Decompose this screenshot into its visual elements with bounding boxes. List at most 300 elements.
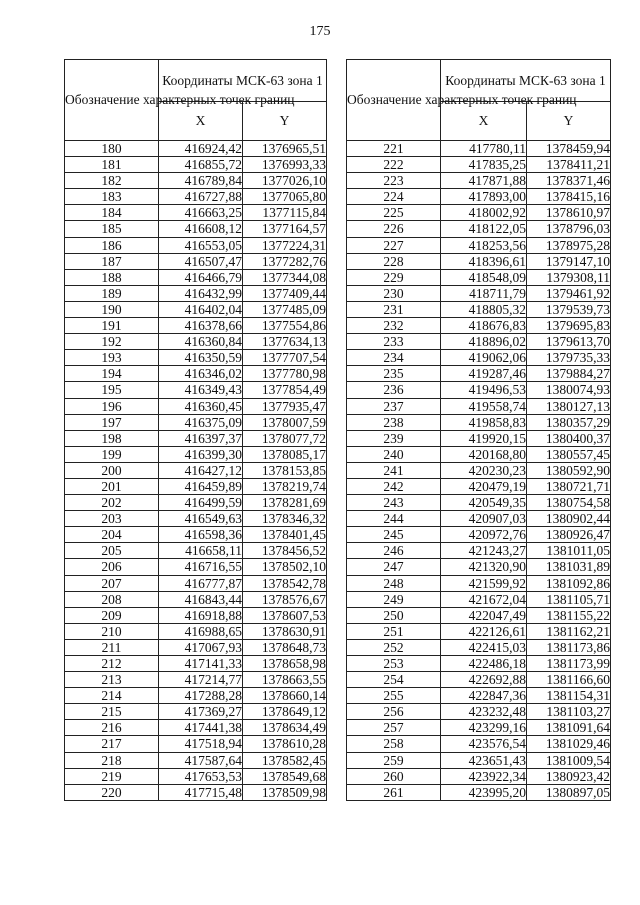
- point-number-cell: 209: [65, 607, 159, 623]
- point-number-cell: 246: [347, 543, 441, 559]
- point-number-cell: 204: [65, 527, 159, 543]
- y-coordinate-cell: 1376965,51: [243, 141, 327, 157]
- y-coordinate-cell: 1380357,29: [527, 414, 611, 430]
- point-number-cell: 184: [65, 205, 159, 221]
- x-coordinate-cell: 421599,92: [441, 575, 527, 591]
- table-row: [347, 736, 611, 752]
- y-coordinate-cell: 1380074,93: [527, 382, 611, 398]
- point-number-cell: 217: [65, 736, 159, 752]
- point-number-cell: 212: [65, 656, 159, 672]
- x-coordinate-cell: 416789,84: [159, 173, 243, 189]
- table-row: [65, 366, 327, 382]
- y-coordinate-cell: 1381154,31: [527, 688, 611, 704]
- y-coordinate-cell: 1377026,10: [243, 173, 327, 189]
- point-number-cell: 180: [65, 141, 159, 157]
- table-row: [347, 334, 611, 350]
- y-coordinate-cell: 1379735,33: [527, 350, 611, 366]
- table-row: [65, 478, 327, 494]
- y-coordinate-cell: 1381162,21: [527, 623, 611, 639]
- point-number-cell: 235: [347, 366, 441, 382]
- table-row: [65, 511, 327, 527]
- y-coordinate-cell: 1379695,83: [527, 318, 611, 334]
- y-coordinate-cell: 1378077,72: [243, 430, 327, 446]
- table-row: [347, 656, 611, 672]
- table-row: [347, 350, 611, 366]
- table-row: [65, 591, 327, 607]
- y-coordinate-cell: 1378660,14: [243, 688, 327, 704]
- point-number-cell: 222: [347, 157, 441, 173]
- point-number-cell: 234: [347, 350, 441, 366]
- table-row: [65, 639, 327, 655]
- x-coordinate-cell: 420479,19: [441, 478, 527, 494]
- y-coordinate-cell: 1381009,54: [527, 752, 611, 768]
- y-coordinate-cell: 1378219,74: [243, 478, 327, 494]
- point-number-cell: 254: [347, 672, 441, 688]
- table-row: [347, 527, 611, 543]
- table-row: [65, 221, 327, 237]
- point-number-cell: 196: [65, 398, 159, 414]
- table-row: [65, 173, 327, 189]
- point-number-cell: 183: [65, 189, 159, 205]
- point-number-cell: 195: [65, 382, 159, 398]
- x-coordinate-cell: 416727,88: [159, 189, 243, 205]
- y-coordinate-cell: 1378542,78: [243, 575, 327, 591]
- y-coordinate-cell: 1378371,46: [527, 173, 611, 189]
- point-number-cell: 256: [347, 704, 441, 720]
- point-number-cell: 261: [347, 784, 441, 800]
- y-coordinate-cell: 1378975,28: [527, 237, 611, 253]
- x-coordinate-cell: 420972,76: [441, 527, 527, 543]
- point-number-cell: 233: [347, 334, 441, 350]
- table-row: [347, 639, 611, 655]
- x-coordinate-cell: 418002,92: [441, 205, 527, 221]
- table-row: [347, 768, 611, 784]
- point-number-cell: 213: [65, 672, 159, 688]
- page-number: 175: [309, 24, 331, 39]
- y-coordinate-cell: 1379539,73: [527, 301, 611, 317]
- x-coordinate-cell: 416918,88: [159, 607, 243, 623]
- x-coordinate-cell: 417369,27: [159, 704, 243, 720]
- y-coordinate-cell: 1380721,71: [527, 478, 611, 494]
- x-coordinate-cell: 423922,34: [441, 768, 527, 784]
- y-coordinate-cell: 1378582,45: [243, 752, 327, 768]
- x-coordinate-cell: 416360,45: [159, 398, 243, 414]
- point-number-cell: 208: [65, 591, 159, 607]
- point-number-cell: 247: [347, 559, 441, 575]
- point-number-cell: 257: [347, 720, 441, 736]
- x-coordinate-cell: 416346,02: [159, 366, 243, 382]
- point-number-cell: 187: [65, 253, 159, 269]
- table-row: [347, 318, 611, 334]
- table-row: [65, 237, 327, 253]
- y-coordinate-cell: 1380400,37: [527, 430, 611, 446]
- table-row: [347, 672, 611, 688]
- y-coordinate-cell: 1377224,31: [243, 237, 327, 253]
- y-coordinate-cell: 1381173,86: [527, 639, 611, 655]
- table-row: [65, 607, 327, 623]
- y-coordinate-cell: 1377115,84: [243, 205, 327, 221]
- point-number-cell: 191: [65, 318, 159, 334]
- x-coordinate-cell: 417441,38: [159, 720, 243, 736]
- table-row: [347, 253, 611, 269]
- point-number-cell: 192: [65, 334, 159, 350]
- point-number-cell: 231: [347, 301, 441, 317]
- y-coordinate-cell: 1378663,55: [243, 672, 327, 688]
- x-coordinate-cell: 422126,61: [441, 623, 527, 639]
- x-coordinate-cell: 416360,84: [159, 334, 243, 350]
- table-row: [347, 478, 611, 494]
- table-row: [347, 752, 611, 768]
- point-number-cell: 207: [65, 575, 159, 591]
- x-coordinate-cell: 416350,59: [159, 350, 243, 366]
- table-row: [347, 543, 611, 559]
- x-coordinate-cell: 418711,79: [441, 285, 527, 301]
- y-coordinate-cell: 1378649,12: [243, 704, 327, 720]
- table-row: [347, 688, 611, 704]
- x-coordinate-cell: 423299,16: [441, 720, 527, 736]
- table-row: [65, 704, 327, 720]
- table-row: [347, 157, 611, 173]
- y-coordinate-cell: 1380754,58: [527, 495, 611, 511]
- point-number-cell: 252: [347, 639, 441, 655]
- table-row: [65, 656, 327, 672]
- x-coordinate-cell: 416499,59: [159, 495, 243, 511]
- point-number-cell: 251: [347, 623, 441, 639]
- coordinates-table-right: [346, 59, 611, 801]
- x-coordinate-cell: 419287,46: [441, 366, 527, 382]
- point-number-cell: 220: [65, 784, 159, 800]
- table-row: [65, 157, 327, 173]
- point-number-cell: 238: [347, 414, 441, 430]
- x-coordinate-cell: 416716,55: [159, 559, 243, 575]
- x-coordinate-cell: 417871,88: [441, 173, 527, 189]
- x-coordinate-cell: 416598,36: [159, 527, 243, 543]
- x-coordinate-cell: 418548,09: [441, 269, 527, 285]
- table-row: [347, 704, 611, 720]
- point-number-cell: 259: [347, 752, 441, 768]
- y-coordinate-cell: 1380592,90: [527, 462, 611, 478]
- x-column-header: X: [159, 101, 243, 140]
- point-number-cell: 210: [65, 623, 159, 639]
- y-coordinate-cell: 1381166,60: [527, 672, 611, 688]
- point-number-cell: 223: [347, 173, 441, 189]
- y-coordinate-cell: 1378153,85: [243, 462, 327, 478]
- x-coordinate-cell: 420168,80: [441, 446, 527, 462]
- x-coordinate-cell: 418396,61: [441, 253, 527, 269]
- table-row: [65, 205, 327, 221]
- point-number-cell: 225: [347, 205, 441, 221]
- table-row: [65, 301, 327, 317]
- y-coordinate-cell: 1378415,16: [527, 189, 611, 205]
- x-coordinate-cell: 417653,53: [159, 768, 243, 784]
- x-coordinate-cell: 419062,06: [441, 350, 527, 366]
- table-row: [347, 607, 611, 623]
- point-number-cell: 185: [65, 221, 159, 237]
- x-coordinate-cell: 420907,03: [441, 511, 527, 527]
- y-coordinate-cell: 1379147,10: [527, 253, 611, 269]
- x-coordinate-cell: 416924,42: [159, 141, 243, 157]
- point-number-cell: 239: [347, 430, 441, 446]
- x-coordinate-cell: 421320,90: [441, 559, 527, 575]
- y-coordinate-cell: 1378610,28: [243, 736, 327, 752]
- point-number-cell: 219: [65, 768, 159, 784]
- y-coordinate-cell: 1378658,98: [243, 656, 327, 672]
- y-coordinate-cell: 1378401,45: [243, 527, 327, 543]
- table-row: [65, 253, 327, 269]
- y-coordinate-cell: 1381031,89: [527, 559, 611, 575]
- x-coordinate-cell: 416466,79: [159, 269, 243, 285]
- x-coordinate-cell: 416397,37: [159, 430, 243, 446]
- point-number-cell: 198: [65, 430, 159, 446]
- coordinates-table-left: [64, 59, 327, 801]
- x-coordinate-cell: 416553,05: [159, 237, 243, 253]
- point-number-cell: 211: [65, 639, 159, 655]
- y-coordinate-cell: 1377780,98: [243, 366, 327, 382]
- table-header: [347, 60, 611, 141]
- table-row: [65, 768, 327, 784]
- table-row: [65, 559, 327, 575]
- x-coordinate-cell: 422047,49: [441, 607, 527, 623]
- point-number-cell: 201: [65, 478, 159, 494]
- y-coordinate-cell: 1381092,86: [527, 575, 611, 591]
- point-number-cell: 236: [347, 382, 441, 398]
- table-row: [347, 237, 611, 253]
- x-coordinate-cell: 416608,12: [159, 221, 243, 237]
- point-number-cell: 227: [347, 237, 441, 253]
- table-row: [65, 269, 327, 285]
- y-coordinate-cell: 1377935,47: [243, 398, 327, 414]
- table-row: [65, 414, 327, 430]
- x-coordinate-cell: 419920,15: [441, 430, 527, 446]
- table-row: [65, 141, 327, 157]
- x-coordinate-cell: 418676,83: [441, 318, 527, 334]
- point-number-cell: 237: [347, 398, 441, 414]
- y-coordinate-cell: 1379613,70: [527, 334, 611, 350]
- point-number-cell: 182: [65, 173, 159, 189]
- point-number-cell: 243: [347, 495, 441, 511]
- x-coordinate-cell: 416427,12: [159, 462, 243, 478]
- table-row: [65, 672, 327, 688]
- table-row: [347, 720, 611, 736]
- y-coordinate-cell: 1379461,92: [527, 285, 611, 301]
- x-coordinate-cell: 423995,20: [441, 784, 527, 800]
- table-row: [65, 736, 327, 752]
- point-number-cell: 226: [347, 221, 441, 237]
- x-coordinate-cell: 423651,43: [441, 752, 527, 768]
- table-row: [347, 382, 611, 398]
- point-number-cell: 245: [347, 527, 441, 543]
- point-number-cell: 202: [65, 495, 159, 511]
- y-coordinate-cell: 1377344,08: [243, 269, 327, 285]
- x-coordinate-cell: 417893,00: [441, 189, 527, 205]
- point-number-cell: 232: [347, 318, 441, 334]
- x-coordinate-cell: 422847,36: [441, 688, 527, 704]
- x-coordinate-cell: 416855,72: [159, 157, 243, 173]
- table-row: [65, 543, 327, 559]
- point-number-cell: 250: [347, 607, 441, 623]
- table-row: [65, 446, 327, 462]
- table-row: [347, 559, 611, 575]
- y-coordinate-cell: 1377854,49: [243, 382, 327, 398]
- x-coordinate-cell: 417141,33: [159, 656, 243, 672]
- y-coordinate-cell: 1378607,53: [243, 607, 327, 623]
- x-coordinate-cell: 419558,74: [441, 398, 527, 414]
- x-coordinate-cell: 423576,54: [441, 736, 527, 752]
- y-column-header: Y: [527, 101, 611, 140]
- y-coordinate-cell: 1381103,27: [527, 704, 611, 720]
- x-coordinate-cell: 422486,18: [441, 656, 527, 672]
- x-coordinate-cell: 416402,04: [159, 301, 243, 317]
- table-row: [65, 688, 327, 704]
- table-row: [65, 430, 327, 446]
- point-number-cell: 193: [65, 350, 159, 366]
- point-number-cell: 249: [347, 591, 441, 607]
- table-row: [65, 495, 327, 511]
- point-number-cell: 244: [347, 511, 441, 527]
- table-row: [65, 318, 327, 334]
- point-number-cell: 197: [65, 414, 159, 430]
- point-column-header: Обозначение характерных точек границ: [347, 60, 441, 141]
- y-column-header: Y: [243, 101, 327, 140]
- point-number-cell: 216: [65, 720, 159, 736]
- point-number-cell: 240: [347, 446, 441, 462]
- y-coordinate-cell: 1377634,13: [243, 334, 327, 350]
- y-coordinate-cell: 1378456,52: [243, 543, 327, 559]
- point-number-cell: 186: [65, 237, 159, 253]
- table-row: [65, 334, 327, 350]
- y-coordinate-cell: 1380926,47: [527, 527, 611, 543]
- x-coordinate-cell: 417288,28: [159, 688, 243, 704]
- y-coordinate-cell: 1381173,99: [527, 656, 611, 672]
- table-row: [347, 623, 611, 639]
- y-coordinate-cell: 1378509,98: [243, 784, 327, 800]
- table-row: [347, 591, 611, 607]
- x-coordinate-cell: 419858,83: [441, 414, 527, 430]
- x-coordinate-cell: 417518,94: [159, 736, 243, 752]
- x-coordinate-cell: 416399,30: [159, 446, 243, 462]
- x-coordinate-cell: 418805,32: [441, 301, 527, 317]
- table-row: [65, 784, 327, 800]
- table-row: [347, 141, 611, 157]
- table-row: [347, 366, 611, 382]
- y-coordinate-cell: 1379308,11: [527, 269, 611, 285]
- x-coordinate-cell: 416378,66: [159, 318, 243, 334]
- point-number-cell: 242: [347, 478, 441, 494]
- table-row: [347, 430, 611, 446]
- x-coordinate-cell: 416988,65: [159, 623, 243, 639]
- y-coordinate-cell: 1377409,44: [243, 285, 327, 301]
- table-row: [347, 462, 611, 478]
- y-coordinate-cell: 1378007,59: [243, 414, 327, 430]
- x-column-header: X: [441, 101, 527, 140]
- table-header: [65, 60, 327, 141]
- x-coordinate-cell: 423232,48: [441, 704, 527, 720]
- point-number-cell: 199: [65, 446, 159, 462]
- y-coordinate-cell: 1381105,71: [527, 591, 611, 607]
- y-coordinate-cell: 1380897,05: [527, 784, 611, 800]
- y-coordinate-cell: 1381029,46: [527, 736, 611, 752]
- table-row: [347, 511, 611, 527]
- point-number-cell: 253: [347, 656, 441, 672]
- y-coordinate-cell: 1378610,97: [527, 205, 611, 221]
- x-coordinate-cell: 417780,11: [441, 141, 527, 157]
- table-row: [347, 285, 611, 301]
- point-number-cell: 188: [65, 269, 159, 285]
- x-coordinate-cell: 416349,43: [159, 382, 243, 398]
- point-number-cell: 189: [65, 285, 159, 301]
- point-number-cell: 228: [347, 253, 441, 269]
- point-number-cell: 221: [347, 141, 441, 157]
- x-coordinate-cell: 417587,64: [159, 752, 243, 768]
- x-coordinate-cell: 417067,93: [159, 639, 243, 655]
- x-coordinate-cell: 418253,56: [441, 237, 527, 253]
- table-row: [347, 575, 611, 591]
- y-coordinate-cell: 1378281,69: [243, 495, 327, 511]
- x-coordinate-cell: 416663,25: [159, 205, 243, 221]
- point-number-cell: 200: [65, 462, 159, 478]
- y-coordinate-cell: 1378796,03: [527, 221, 611, 237]
- x-coordinate-cell: 422692,88: [441, 672, 527, 688]
- table-body: [347, 141, 611, 801]
- y-coordinate-cell: 1377282,76: [243, 253, 327, 269]
- table-row: [347, 495, 611, 511]
- y-coordinate-cell: 1378085,17: [243, 446, 327, 462]
- point-column-header: Обозначение характерных точек границ: [65, 60, 159, 141]
- point-number-cell: 241: [347, 462, 441, 478]
- table-row: [347, 398, 611, 414]
- table-row: [65, 623, 327, 639]
- table-row: [65, 398, 327, 414]
- y-coordinate-cell: 1380557,45: [527, 446, 611, 462]
- y-coordinate-cell: 1377554,86: [243, 318, 327, 334]
- point-number-cell: 194: [65, 366, 159, 382]
- y-coordinate-cell: 1378634,49: [243, 720, 327, 736]
- x-coordinate-cell: 416549,63: [159, 511, 243, 527]
- x-coordinate-cell: 420230,23: [441, 462, 527, 478]
- y-coordinate-cell: 1378648,73: [243, 639, 327, 655]
- table-row: [65, 382, 327, 398]
- x-coordinate-cell: 416459,89: [159, 478, 243, 494]
- table-row: [347, 173, 611, 189]
- x-coordinate-cell: 421672,04: [441, 591, 527, 607]
- x-coordinate-cell: 416507,47: [159, 253, 243, 269]
- coordinates-group-header: Координаты МСК-63 зона 1: [159, 60, 327, 102]
- point-number-cell: 215: [65, 704, 159, 720]
- point-number-cell: 190: [65, 301, 159, 317]
- y-coordinate-cell: 1378576,67: [243, 591, 327, 607]
- x-coordinate-cell: 416843,44: [159, 591, 243, 607]
- y-coordinate-cell: 1378459,94: [527, 141, 611, 157]
- y-coordinate-cell: 1377485,09: [243, 301, 327, 317]
- y-coordinate-cell: 1377065,80: [243, 189, 327, 205]
- table-row: [347, 269, 611, 285]
- point-number-cell: 258: [347, 736, 441, 752]
- table-row: [347, 221, 611, 237]
- x-coordinate-cell: 416777,87: [159, 575, 243, 591]
- table-row: [65, 350, 327, 366]
- y-coordinate-cell: 1378346,32: [243, 511, 327, 527]
- table-row: [347, 784, 611, 800]
- x-coordinate-cell: 417715,48: [159, 784, 243, 800]
- table-row: [347, 446, 611, 462]
- x-coordinate-cell: 418896,02: [441, 334, 527, 350]
- table-row: [65, 285, 327, 301]
- point-number-cell: 260: [347, 768, 441, 784]
- y-coordinate-cell: 1380923,42: [527, 768, 611, 784]
- x-coordinate-cell: 421243,27: [441, 543, 527, 559]
- point-number-cell: 181: [65, 157, 159, 173]
- point-number-cell: 205: [65, 543, 159, 559]
